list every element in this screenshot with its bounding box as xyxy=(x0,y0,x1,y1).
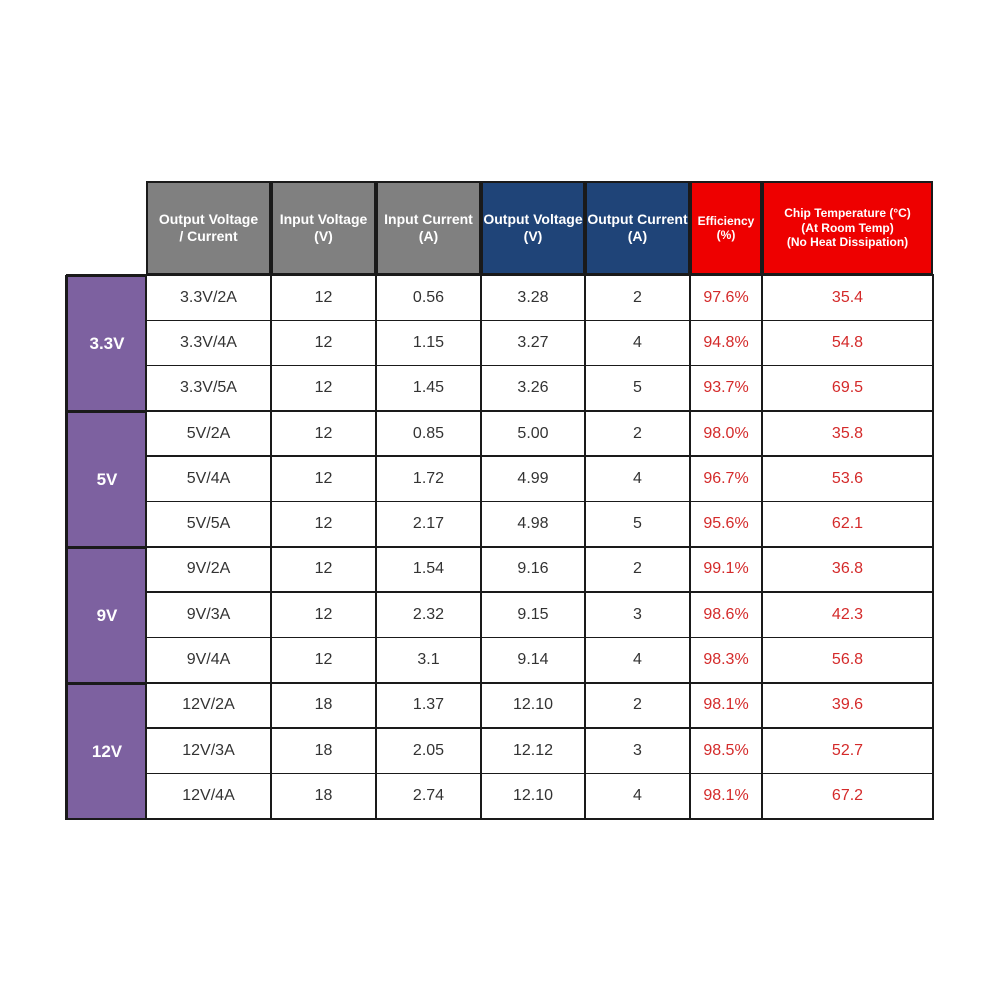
grid-line xyxy=(146,455,934,457)
grid-line xyxy=(66,274,934,276)
table-cell: 12.12 xyxy=(481,728,585,773)
table-cell: 97.6% xyxy=(690,275,762,320)
table-cell: 4 xyxy=(585,320,690,365)
table-cell: 12 xyxy=(271,592,376,637)
table-cell: 12 xyxy=(271,502,376,547)
table-cell: 5V/4A xyxy=(146,456,271,501)
table-cell: 18 xyxy=(271,683,376,728)
table-cell: 36.8 xyxy=(762,547,933,592)
table-cell: 1.45 xyxy=(376,366,481,411)
table-cell: 3.26 xyxy=(481,366,585,411)
header-cell: Output Voltage (V) xyxy=(481,181,585,275)
header-cell: Efficiency (%) xyxy=(690,181,762,275)
table-cell: 3.27 xyxy=(481,320,585,365)
group-label: 3.3V xyxy=(66,275,146,411)
table-cell: 67.2 xyxy=(762,773,933,818)
table-cell: 12.10 xyxy=(481,773,585,818)
grid-line xyxy=(584,275,586,820)
group-label: 9V xyxy=(66,547,146,683)
table-cell: 5V/5A xyxy=(146,502,271,547)
grid-line xyxy=(146,591,934,593)
table-cell: 4 xyxy=(585,456,690,501)
table-cell: 93.7% xyxy=(690,366,762,411)
grid-line xyxy=(65,275,67,820)
table-cell: 3 xyxy=(585,728,690,773)
table-cell: 35.4 xyxy=(762,275,933,320)
table-cell: 96.7% xyxy=(690,456,762,501)
grid-line xyxy=(761,275,763,820)
grid-line xyxy=(146,773,934,775)
grid-line xyxy=(66,546,934,548)
table-cell: 99.1% xyxy=(690,547,762,592)
table-cell: 3.1 xyxy=(376,637,481,682)
grid-line xyxy=(66,682,934,684)
table-cell: 5.00 xyxy=(481,411,585,456)
grid-line xyxy=(375,275,377,820)
table-cell: 98.1% xyxy=(690,683,762,728)
table-cell: 98.5% xyxy=(690,728,762,773)
table-cell: 35.8 xyxy=(762,411,933,456)
table-cell: 4 xyxy=(585,773,690,818)
table-cell: 3.3V/2A xyxy=(146,275,271,320)
table-cell: 9.16 xyxy=(481,547,585,592)
table-cell: 2.32 xyxy=(376,592,481,637)
table-cell: 95.6% xyxy=(690,502,762,547)
table-cell: 98.6% xyxy=(690,592,762,637)
table-cell: 62.1 xyxy=(762,502,933,547)
table-cell: 3 xyxy=(585,592,690,637)
table-cell: 3.28 xyxy=(481,275,585,320)
table-cell: 52.7 xyxy=(762,728,933,773)
table-cell: 12 xyxy=(271,456,376,501)
grid-line xyxy=(146,727,934,729)
table-cell: 3.3V/4A xyxy=(146,320,271,365)
table-cell: 0.85 xyxy=(376,411,481,456)
table-cell: 12V/3A xyxy=(146,728,271,773)
table-cell: 1.72 xyxy=(376,456,481,501)
grid-line xyxy=(270,275,272,820)
table-cell: 2.17 xyxy=(376,502,481,547)
table-cell: 2 xyxy=(585,683,690,728)
table-cell: 9V/3A xyxy=(146,592,271,637)
table-cell: 39.6 xyxy=(762,683,933,728)
table-cell: 18 xyxy=(271,773,376,818)
grid-line xyxy=(146,501,934,503)
table-cell: 56.8 xyxy=(762,637,933,682)
table-cell: 0.56 xyxy=(376,275,481,320)
table-cell: 4 xyxy=(585,637,690,682)
table-cell: 4.98 xyxy=(481,502,585,547)
grid-line xyxy=(146,320,934,322)
table-cell: 12 xyxy=(271,366,376,411)
table-cell: 98.1% xyxy=(690,773,762,818)
grid-line xyxy=(480,275,482,820)
table-cell: 54.8 xyxy=(762,320,933,365)
table-cell: 98.0% xyxy=(690,411,762,456)
grid-line xyxy=(146,637,934,639)
table-cell: 69.5 xyxy=(762,366,933,411)
table-cell: 12 xyxy=(271,637,376,682)
group-label: 5V xyxy=(66,411,146,547)
table-cell: 18 xyxy=(271,728,376,773)
table-cell: 2 xyxy=(585,275,690,320)
group-label: 12V xyxy=(66,683,146,819)
table-cell: 9.14 xyxy=(481,637,585,682)
table-cell: 5V/2A xyxy=(146,411,271,456)
table-cell: 4.99 xyxy=(481,456,585,501)
table-cell: 42.3 xyxy=(762,592,933,637)
table-cell: 1.15 xyxy=(376,320,481,365)
table-cell: 3.3V/5A xyxy=(146,366,271,411)
table-cell: 2 xyxy=(585,547,690,592)
table-cell: 9V/4A xyxy=(146,637,271,682)
table-cell: 12V/2A xyxy=(146,683,271,728)
table-cell: 5 xyxy=(585,366,690,411)
table-cell: 9.15 xyxy=(481,592,585,637)
header-cell: Output Voltage / Current xyxy=(146,181,271,275)
table-cell: 94.8% xyxy=(690,320,762,365)
grid-line xyxy=(66,818,934,820)
table-cell: 12V/4A xyxy=(146,773,271,818)
table-cell: 12 xyxy=(271,547,376,592)
table-cell: 2.74 xyxy=(376,773,481,818)
table-cell: 1.54 xyxy=(376,547,481,592)
table-cell: 1.37 xyxy=(376,683,481,728)
table-cell: 53.6 xyxy=(762,456,933,501)
table-cell: 2 xyxy=(585,411,690,456)
grid-line xyxy=(689,275,691,820)
table-cell: 12 xyxy=(271,320,376,365)
grid-line xyxy=(932,275,934,820)
header-cell: Input Voltage (V) xyxy=(271,181,376,275)
table-cell: 5 xyxy=(585,502,690,547)
table-cell: 98.3% xyxy=(690,637,762,682)
header-cell: Chip Temperature (°C) (At Room Temp) (No Heat Dissipation) xyxy=(762,181,933,275)
header-cell: Output Current (A) xyxy=(585,181,690,275)
table-cell: 12.10 xyxy=(481,683,585,728)
grid-line xyxy=(146,365,934,367)
table-cell: 2.05 xyxy=(376,728,481,773)
table-cell: 12 xyxy=(271,275,376,320)
grid-line xyxy=(66,410,934,412)
table-cell: 12 xyxy=(271,411,376,456)
header-cell: Input Current (A) xyxy=(376,181,481,275)
grid-line xyxy=(145,275,147,820)
table-cell: 9V/2A xyxy=(146,547,271,592)
